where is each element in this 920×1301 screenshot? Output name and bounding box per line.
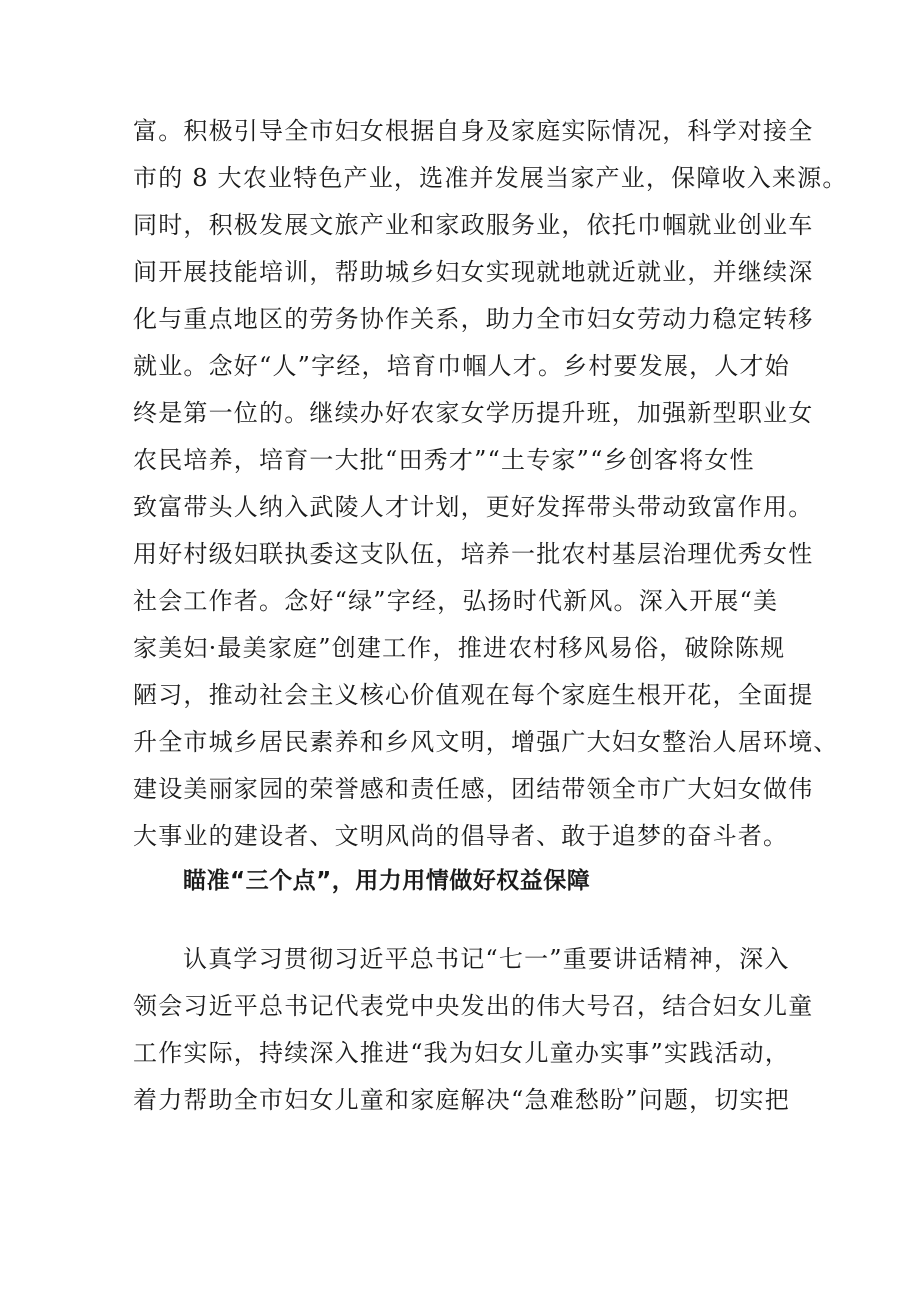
text-line: 社会工作者。念好“绿”字经，弘扬时代新风。深入开展“美: [133, 587, 779, 615]
text-line: 建设美丽家园的荣誉感和责任感，团结带领全市广大妇女做伟: [133, 775, 814, 803]
text-line: 领会习近平总书记代表党中央发出的伟大号召，结合妇女儿童: [133, 992, 814, 1020]
text-line: 家美妇·最美家庭”创建工作，推进农村移风易俗，破除陈规: [133, 634, 786, 662]
text-line: 市的 8 大农业特色产业，选准并发展当家产业，保障收入来源。: [133, 164, 848, 192]
text-line: 致富带头人纳入武陵人才计划，更好发挥带头带动致富作用。: [133, 493, 814, 521]
text-line: 间开展技能培训，帮助城乡妇女实现就地就近就业，并继续深: [133, 258, 814, 286]
section-heading: 瞄准“三个点”，用力用情做好权益保障: [183, 868, 591, 894]
text-line: 用好村级妇联执委这支队伍，培养一批农村基层治理优秀女性: [133, 540, 814, 568]
text-line: 富。积极引导全市妇女根据自身及家庭实际情况，科学对接全: [133, 117, 814, 145]
text-line: 着力帮助全市妇女儿童和家庭解决“急难愁盼”问题，切实把: [133, 1086, 790, 1114]
text-line: 认真学习贯彻习近平总书记“七一”重要讲话精神，深入: [183, 945, 790, 973]
text-line: 陋习，推动社会主义核心价值观在每个家庭生根开花，全面提: [133, 681, 814, 709]
text-line: 工作实际，持续深入推进“我为妇女儿童办实事”实践活动，: [133, 1039, 790, 1067]
text-line: 化与重点地区的劳务协作关系，助力全市妇女劳动力稳定转移: [133, 305, 814, 333]
text-line: 升全市城乡居民素养和乡风文明，增强广大妇女整治人居环境、: [133, 728, 839, 756]
text-line: 大事业的建设者、文明风尚的倡导者、敢于追梦的奋斗者。: [133, 822, 789, 850]
text-line: 农民培养，培育一大批“田秀才”“土专家”“乡创客将女性: [133, 446, 755, 474]
text-line: 同时，积极发展文旅产业和家政服务业，依托巾帼就业创业车: [133, 211, 814, 239]
text-line: 就业。念好“人”字经，培育巾帼人才。乡村要发展，人才始: [133, 352, 790, 380]
text-line: 终是第一位的。继续办好农家女学历提升班，加强新型职业女: [133, 399, 814, 427]
